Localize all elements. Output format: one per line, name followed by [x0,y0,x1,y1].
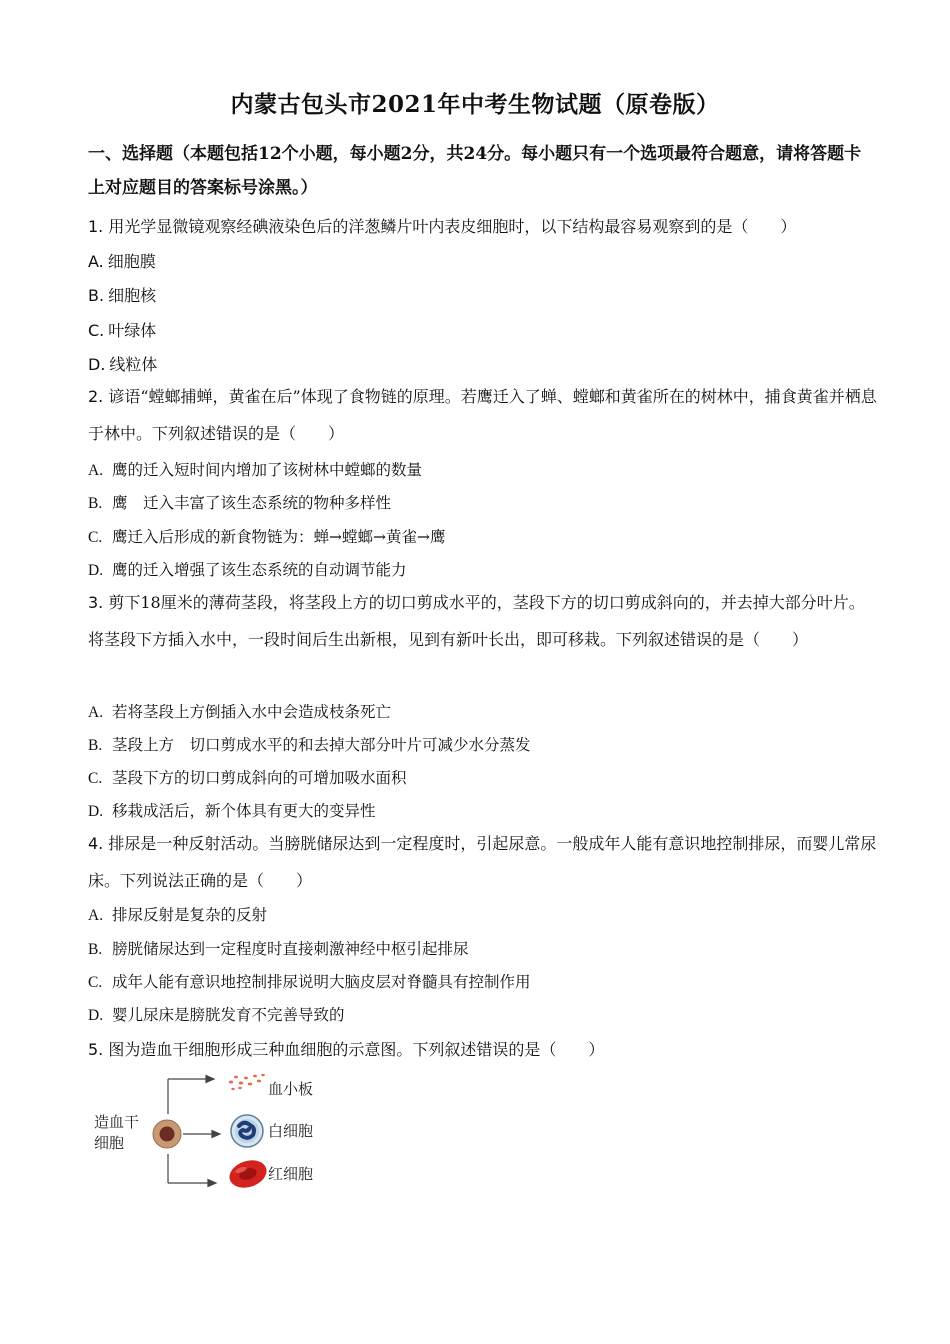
option-2c [88,525,878,547]
option-2d [88,558,878,580]
question-stem: 谚语“螳螂捕蝉，黄雀在后”体现了食物链的原理。若鹰迁入了蝉、螳螂和黄雀所在的树林中，捕食黄雀并栖息于林中。下列叙述错误的是（ ） [88,387,877,443]
option-letter: C. [88,770,103,787]
option-letter: A. [88,907,104,924]
option-text: 若将茎段上方倒插入水中会造成枝条死亡 [112,703,392,721]
option-text: 茎段下方的切口剪成斜向的可增加吸水面积 [112,769,407,787]
option-letter: B. [88,737,103,754]
option-text: 鹰的迁入增强了该生态系统的自动调节能力 [112,561,407,579]
option-3c [88,766,878,788]
blood-cell-diagram [88,1066,348,1196]
red-blood-cell-icon [226,1156,270,1192]
option-3d [88,799,878,821]
option-letter: A. [88,704,104,721]
question-number: 1. [88,217,104,236]
option-letter: C. [88,529,103,546]
option-2b [88,491,878,513]
option-text: 婴儿尿床是膀胱发育不完善导致的 [112,1006,345,1024]
option-letter: A. [88,462,104,479]
option-1a [88,249,878,272]
option-text: 移栽成活后，新个体具有更大的变异性 [112,802,376,820]
white-blood-cell-label: 白细胞 [268,1122,314,1140]
option-text: 鹰迁入后形成的新食物链为：蝉→螳螂→黄雀→鹰 [112,528,446,546]
platelet-label: 血小板 [268,1080,314,1098]
question-stem: 剪下18厘米的薄荷茎段，将茎段上方的切口剪成水平的，茎段下方的切口剪成斜向的，并去掉大部分叶片。将茎段下方插入水中，一段时间后生出新根，见到有新叶长出，即可移栽。下列叙述错误的是（ ） [88,593,865,649]
option-3a [88,700,878,722]
option-1b [88,283,878,306]
question-2 [88,378,878,452]
option-text: 细胞核 [108,286,157,305]
question-1 [88,214,878,237]
option-letter: D. [88,355,106,374]
option-letter: D. [88,803,104,820]
question-number: 4. [88,834,104,853]
option-text: 鹰 迁入丰富了该生态系统的物种多样性 [112,494,392,512]
question-stem: 排尿是一种反射活动。当膀胱储尿达到一定程度时，引起尿意。一般成年人能有意识地控制排尿，而婴儿常尿床。下列说法正确的是（ ） [88,834,877,890]
option-4d [88,1003,878,1025]
stem-cell-icon [153,1120,181,1148]
option-letter: B. [88,495,103,512]
white-blood-cell-icon [231,1115,263,1147]
option-letter: D. [88,1007,104,1024]
option-4a [88,903,878,925]
option-text: 膀胱储尿达到一定程度时直接刺激神经中枢引起排尿 [112,940,469,958]
question-stem: 用光学显微镜观察经碘液染色后的洋葱鳞片叶内表皮细胞时，以下结构最容易观察到的是（ ） [108,217,797,236]
document-title: 内蒙古包头市2021年中考生物试题（原卷版） [230,91,720,118]
option-letter: B. [88,286,105,305]
option-text: 细胞膜 [107,252,156,271]
question-number: 2. [88,387,104,406]
question-stem: 图为造血干细胞形成三种血细胞的示意图。下列叙述错误的是（ ） [108,1040,605,1059]
option-text: 茎段上方 切口剪成水平的和去掉大部分叶片可减少水分蒸发 [112,736,531,754]
option-3b [88,733,878,755]
option-text: 排尿反射是复杂的反射 [112,906,268,924]
option-2a [88,458,878,480]
platelet-icon [229,1074,265,1091]
option-letter: C. [88,974,103,991]
option-text: 叶绿体 [108,321,157,340]
question-number: 5. [88,1040,104,1059]
stem-cell-label-line1: 造血干 [94,1113,140,1131]
question-4 [88,825,878,899]
option-letter: D. [88,562,104,579]
option-letter: B. [88,941,103,958]
option-letter: C. [88,321,105,340]
question-3 [88,584,878,658]
red-blood-cell-label: 红细胞 [268,1165,314,1183]
option-1c [88,318,878,341]
stem-cell-label-line2: 细胞 [94,1134,125,1152]
section-heading: 一、选择题（本题包括12个小题，每小题2分，共24分。每小题只有一个选项最符合题意，请将答题卡上对应题目的答案标号涂黑。） [88,144,862,198]
option-text: 鹰的迁入短时间内增加了该树林中螳螂的数量 [112,461,423,479]
option-4b [88,937,878,959]
option-text: 线粒体 [109,355,158,374]
option-text: 成年人能有意识地控制排尿说明大脑皮层对脊髓具有控制作用 [112,973,531,991]
option-letter: A. [88,252,104,271]
option-4c [88,970,878,992]
question-number: 3. [88,593,104,612]
question-5 [88,1037,878,1060]
option-1d [88,352,878,375]
